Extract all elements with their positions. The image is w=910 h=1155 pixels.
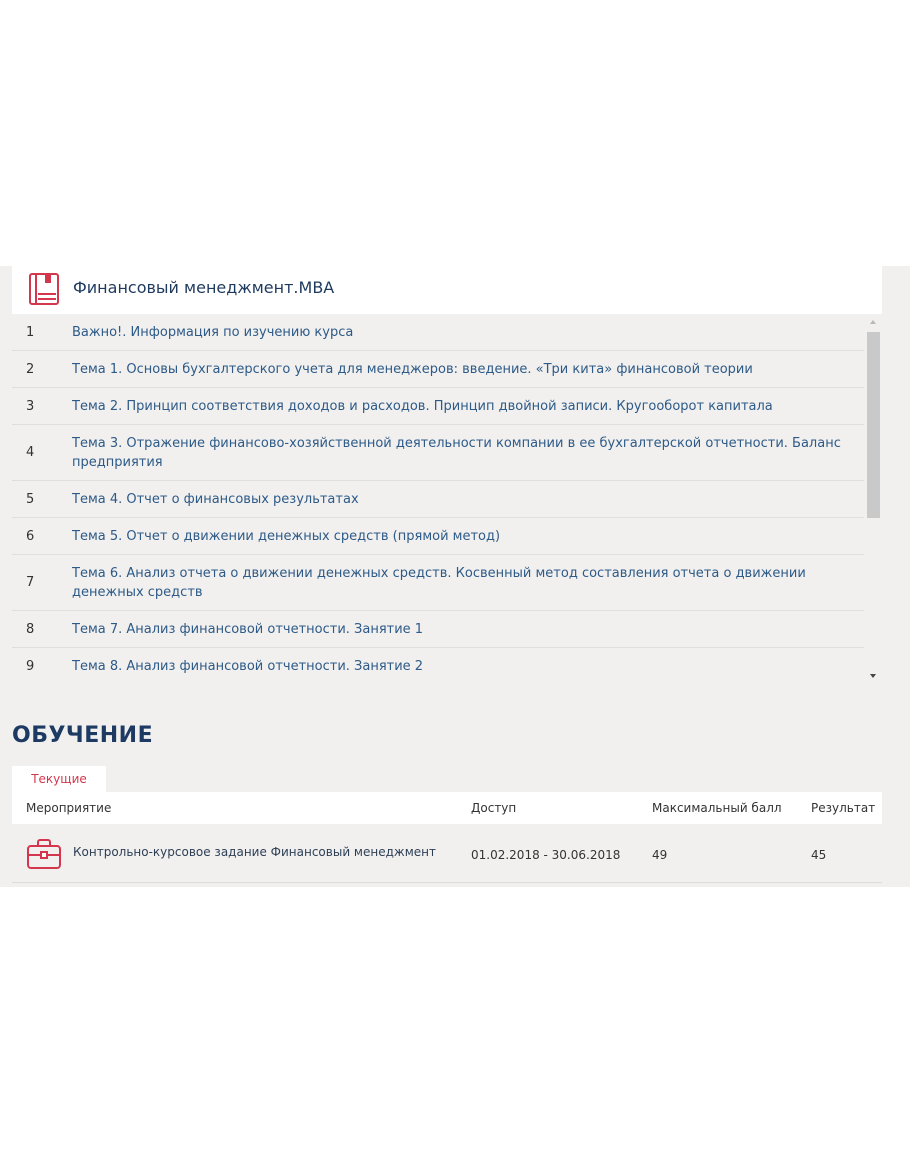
topic-number: 6 [26,528,35,544]
topic-link[interactable]: Тема 8. Анализ финансовой отчетности. Занятие 2 [72,659,424,674]
events-table [12,792,882,883]
column-header-event: Мероприятие [26,801,112,815]
course-header [12,266,882,314]
topic-link[interactable]: Тема 5. Отчет о движении денежных средств (прямой метод) [72,528,501,544]
topic-link[interactable]: Тема 1. Основы бухгалтерского учета для менеджеров: введение. «Три кита» финансовой теории [72,361,753,377]
training-heading: ОБУЧЕНИЕ [12,723,154,748]
event-access: 01.02.2018 - 30.06.2018 [471,848,621,862]
topic-link[interactable]: Тема 3. Отражение финансово-хозяйственной деятельности компании в ее бухгалтерской отчетности. Баланс предприятия [72,435,841,470]
table-row[interactable] [12,824,882,883]
topic-row[interactable] [12,388,864,425]
topic-link[interactable]: Важно!. Информация по изучению курса [72,324,354,340]
topic-number: 8 [26,621,35,637]
tab-current[interactable]: Текущие [12,766,106,792]
topic-number: 9 [26,659,35,674]
topic-number: 3 [26,398,35,414]
topic-row[interactable] [12,425,864,481]
topic-row[interactable] [12,648,864,685]
topic-row[interactable] [12,611,864,648]
topic-link[interactable]: Тема 4. Отчет о финансовых результатах [72,491,359,507]
topic-link[interactable]: Тема 7. Анализ финансовой отчетности. Занятие 1 [72,621,424,637]
topic-row[interactable] [12,518,864,555]
column-header-result: Результат [811,801,876,815]
scroll-up-arrow-icon[interactable] [870,320,876,324]
course-panel [0,266,910,887]
column-header-max-score: Максимальный балл [652,801,782,815]
topic-number: 1 [26,324,35,340]
event-name-link[interactable]: Контрольно-курсовое задание Финансовый менеджмент [73,845,436,859]
topic-row[interactable] [12,481,864,518]
topic-number: 2 [26,361,35,377]
topic-link[interactable]: Тема 6. Анализ отчета о движении денежных средств. Косвенный метод составления отчета о движении денежных средств [72,565,806,600]
book-icon [27,272,61,306]
topic-number: 5 [26,491,35,507]
topic-number: 4 [26,445,35,460]
topic-number: 7 [26,575,35,590]
briefcase-icon [26,838,62,870]
event-result: 45 [811,848,827,862]
event-max-score: 49 [652,848,668,862]
topic-link[interactable]: Тема 2. Принцип соответствия доходов и расходов. Принцип двойной записи. Кругооборот капитала [72,398,773,414]
column-header-access: Доступ [471,801,517,815]
topic-row[interactable] [12,555,864,611]
topics-list [12,314,864,685]
course-title: Финансовый менеджмент.МВА [73,278,335,297]
topics-scrollbar[interactable] [864,314,882,688]
scroll-thumb[interactable] [867,332,880,518]
scroll-down-arrow-icon[interactable] [870,674,876,678]
topic-row[interactable] [12,351,864,388]
events-table-header [12,792,882,824]
topic-row[interactable] [12,314,864,351]
topics-list-box[interactable] [12,314,882,688]
